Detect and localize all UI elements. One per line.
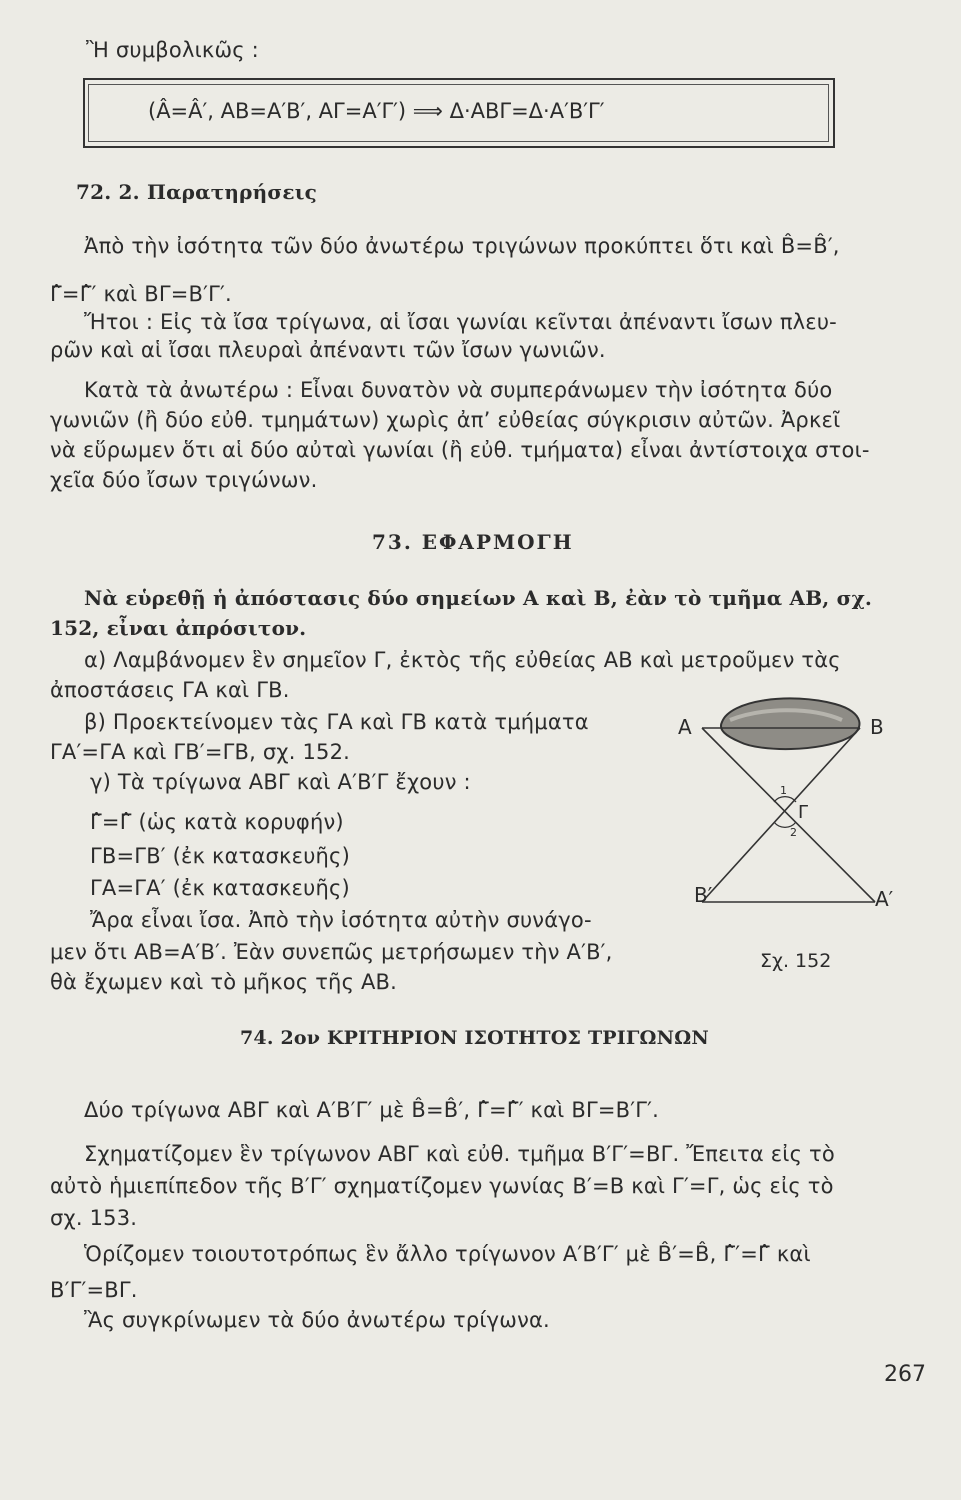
- text-line: σχ. 153.: [50, 1206, 138, 1230]
- intro-line: Ἢ συμβολικῶς :: [86, 38, 259, 62]
- figure-caption: Σχ. 152: [760, 950, 832, 972]
- text-line: Β′Γ′=ΒΓ.: [50, 1278, 138, 1302]
- text-line: χεῖα δύο ἴσων τριγώνων.: [50, 468, 318, 492]
- text-line: Γ̂=Γ̂ (ὡς κατὰ κορυφήν): [90, 810, 344, 834]
- text-line: β) Προεκτείνομεν τὰς ΓΑ καὶ ΓΒ κατὰ τμήματα: [84, 710, 589, 734]
- text-line: ΓΒ=ΓΒ′ (ἐκ κατασκευῆς): [90, 844, 350, 868]
- angle-label-1: 1: [780, 784, 787, 797]
- label-B: B: [870, 715, 884, 739]
- label-Gamma: Γ: [798, 802, 809, 823]
- text-line: Κατὰ τὰ ἀνωτέρω : Εἶναι δυνατὸν νὰ συμπεράνωμεν τὴν ἰσότητα δύο: [84, 378, 833, 402]
- text-line: ΓΑ′=ΓΑ καὶ ΓΒ′=ΓΒ, σχ. 152.: [50, 740, 351, 764]
- text-line: ἀποστάσεις ΓΑ καὶ ΓΒ.: [50, 678, 290, 702]
- text-line: θὰ ἔχωμεν καὶ τὸ μῆκος τῆς ΑΒ.: [50, 970, 398, 994]
- text-line: ρῶν καὶ αἱ ἴσαι πλευραὶ ἀπέναντι τῶν ἴσων γωνιῶν.: [50, 338, 606, 362]
- formula: (Â=Â′, ΑΒ=Α′Β′, ΑΓ=Α′Γ′) ⟹ Δ·ΑΒΓ=Δ·Α′Β′Γ′: [148, 99, 605, 123]
- label-Bprime: B′: [694, 883, 713, 907]
- text-line: Ἄρα εἶναι ἴσα. Ἀπὸ τὴν ἰσότητα αὐτὴν συνάγο-: [90, 908, 592, 932]
- label-A: A: [678, 715, 692, 739]
- line-A-Aprime: [702, 728, 875, 902]
- angle-label-2: 2: [790, 826, 797, 839]
- figure-152: [670, 690, 910, 940]
- text-line: Ἤτοι : Εἰς τὰ ἴσα τρίγωνα, αἱ ἴσαι γωνίαι κεῖνται ἀπέναντι ἴσων πλευ-: [84, 310, 837, 334]
- text-line: μεν ὅτι ΑΒ=Α′Β′. Ἐὰν συνεπῶς μετρήσωμεν τὴν Α′Β′,: [50, 940, 613, 964]
- text-line: αὐτὸ ἡμιεπίπεδον τῆς Β′Γ′ σχηματίζομεν γωνίας Β′=Β καὶ Γ′=Γ, ὡς εἰς τὸ: [50, 1174, 834, 1198]
- page-number: 267: [884, 1362, 926, 1387]
- text-line: Δύο τρίγωνα ΑΒΓ καὶ Α′Β′Γ′ μὲ B̂=B̂′, Γ̂=Γ̂′ καὶ ΒΓ=Β′Γ′.: [84, 1098, 659, 1122]
- text-line: γωνιῶν (ἢ δύο εὐθ. τμημάτων) χωρὶς ἀπ’ εὐθείας σύγκρισιν αὐτῶν. Ἀρκεῖ: [50, 408, 841, 432]
- text-line: ΓΑ=ΓΑ′ (ἐκ κατασκευῆς): [90, 876, 350, 900]
- label-Aprime: A′: [875, 887, 894, 911]
- line-B-Bprime: [702, 728, 860, 902]
- text-line: νὰ εὕρωμεν ὅτι αἱ δύο αὐταὶ γωνίαι (ἢ εὐθ. τμήματα) εἶναι ἀντίστοιχα στοι-: [50, 438, 870, 462]
- text-line: Ἀπὸ τὴν ἰσότητα τῶν δύο ἀνωτέρω τριγώνων προκύπτει ὅτι καὶ B̂=B̂′,: [84, 234, 840, 258]
- section-74-heading: 74. 2ον ΚΡΙΤΗΡΙΟΝ ΙΣΟΤΗΤΟΣ ΤΡΙΓΩΝΩΝ: [240, 1027, 709, 1049]
- text-line: Γ̂=Γ̂′ καὶ ΒΓ=Β′Γ′.: [50, 282, 232, 306]
- problem-statement: 152, εἶναι ἀπρόσιτον.: [50, 616, 307, 640]
- obstacle-blob: [721, 698, 859, 749]
- text-line: α) Λαμβάνομεν ἓν σημεῖον Γ, ἐκτὸς τῆς εὐθείας ΑΒ καὶ μετροῦμεν τὰς: [84, 648, 841, 672]
- text-line: Ὁρίζομεν τοιουτοτρόπως ἓν ἄλλο τρίγωνον Α′Β′Γ′ μὲ B̂′=B̂, Γ̂′=Γ̂ καὶ: [84, 1242, 811, 1266]
- section-73-heading: 73. ΕΦΑΡΜΟΓΗ: [372, 530, 574, 554]
- text-line: Σχηματίζομεν ἓν τρίγωνον ΑΒΓ καὶ εὐθ. τμῆμα Β′Γ′=ΒΓ. Ἔπειτα εἰς τὸ: [84, 1142, 835, 1166]
- section-72-heading: 72. 2. Παρατηρήσεις: [76, 180, 317, 204]
- text-line: Ἂς συγκρίνωμεν τὰ δύο ἀνωτέρω τρίγωνα.: [84, 1308, 550, 1332]
- text-line: γ) Τὰ τρίγωνα ΑΒΓ καὶ Α′Β′Γ ἔχουν :: [90, 770, 471, 794]
- problem-statement: Νὰ εὑρεθῇ ἡ ἀπόστασις δύο σημείων Α καὶ Β, ἐὰν τὸ τμῆμα ΑΒ, σχ.: [84, 586, 873, 610]
